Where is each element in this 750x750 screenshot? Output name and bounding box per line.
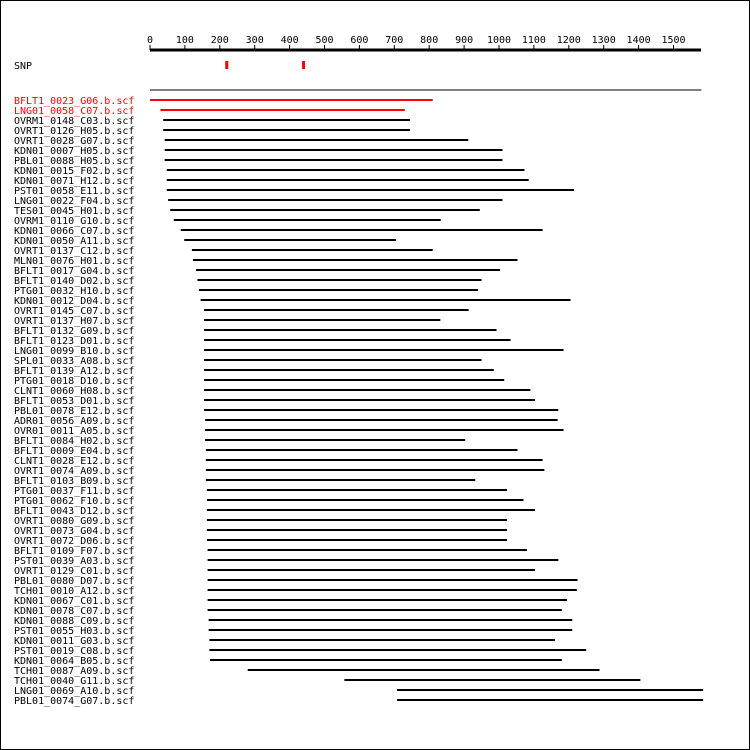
read-label: KDN01_0064_B05.b.scf xyxy=(14,656,135,667)
read-label: PTG01_0018_D10.b.scf xyxy=(14,376,135,387)
read-label: OVRT1_0072_D06.b.scf xyxy=(14,536,135,547)
read-label: BFLT1_0017_G04.b.scf xyxy=(14,266,135,277)
read-label: LNG01_0022_F04.b.scf xyxy=(14,196,135,207)
read-label: LNG01_0058_C07.b.scf xyxy=(14,106,135,117)
read-bar xyxy=(204,339,510,341)
read-bar xyxy=(208,609,562,611)
read-label: OVRT1_0129_C01.b.scf xyxy=(14,566,135,577)
read-label: BFLT1_0140_D02.b.scf xyxy=(14,276,135,287)
read-bar xyxy=(201,299,571,301)
read-label: BFLT1_0053_D01.b.scf xyxy=(14,396,135,407)
read-label: KDN01_0088_C09.b.scf xyxy=(14,616,135,627)
read-label: OVRT1_0126_H05.b.scf xyxy=(14,126,135,137)
read-bar xyxy=(397,689,703,691)
axis-tick-label: 1200 xyxy=(556,35,581,46)
axis-tick-label: 1000 xyxy=(486,35,512,46)
read-bar xyxy=(208,559,559,561)
read-label: TCH01_0040_G11.b.scf xyxy=(14,676,135,687)
read-label: KDN01_0015_F02.b.scf xyxy=(14,166,135,177)
read-bar xyxy=(205,439,465,441)
axis-tick-label: 800 xyxy=(420,35,439,46)
axis-tick-label: 1400 xyxy=(626,35,651,46)
read-label: BFLT1_0009_E04.b.scf xyxy=(14,446,135,457)
read-bar xyxy=(204,409,558,411)
read-bar xyxy=(204,349,563,351)
read-bar xyxy=(192,249,433,251)
read-label: KDN01_0011_G03.b.scf xyxy=(14,636,135,647)
read-bar xyxy=(165,159,503,161)
read-label: KDN01_0012_D04.b.scf xyxy=(14,296,135,307)
read-label: KDN01_0078_C07.b.scf xyxy=(14,606,135,617)
snp-track xyxy=(225,61,305,69)
read-label: PST01_0055_H03.b.scf xyxy=(14,626,135,637)
read-bar xyxy=(207,499,524,501)
read-bar xyxy=(197,279,481,281)
read-label: KDN01_0067_C01.b.scf xyxy=(14,596,135,607)
read-label: OVRT1_0074_A09.b.scf xyxy=(14,466,135,477)
axis-tick-label: 500 xyxy=(315,35,334,46)
read-bar xyxy=(209,619,573,621)
read-label: LNG01_0099_B10.b.scf xyxy=(14,346,135,357)
read-bar xyxy=(181,229,543,231)
read-bar xyxy=(207,509,535,511)
read-label: PBL01_0080_D07.b.scf xyxy=(14,576,135,587)
read-label: PST01_0039_A03.b.scf xyxy=(14,556,135,567)
read-label: PBL01_0088_H05.b.scf xyxy=(14,156,135,167)
read-label: ADR01_0056_A09.b.scf xyxy=(14,416,135,427)
axis-tick-label: 600 xyxy=(350,35,369,46)
read-bar xyxy=(163,119,410,121)
read-label: OVRT1_0028_G07.b.scf xyxy=(14,136,135,147)
read-label: OVR01_0011_A05.b.scf xyxy=(14,426,135,437)
read-bar xyxy=(207,529,507,531)
snp-marker xyxy=(225,61,228,69)
read-bar xyxy=(207,539,507,541)
read-bar xyxy=(248,669,600,671)
read-bar xyxy=(184,239,396,241)
read-label: PBL01_0078_E12.b.scf xyxy=(14,406,135,417)
read-label: LNG01_0069_A10.b.scf xyxy=(14,686,135,697)
read-label: PTG01_0037_F11.b.scf xyxy=(14,486,135,497)
read-label: CLNT1_0028_E12.b.scf xyxy=(14,456,135,467)
read-label: OVRT1_0137_C12.b.scf xyxy=(14,246,135,257)
read-label: OVRT1_0137_H07.b.scf xyxy=(14,316,135,327)
read-bar xyxy=(196,269,500,271)
axis-tick-label: 900 xyxy=(455,35,474,46)
read-bar xyxy=(208,589,577,591)
read-bar xyxy=(204,309,469,311)
read-label: OVRT1_0145_C07.b.scf xyxy=(14,306,135,317)
axis-tick-label: 0 xyxy=(146,35,154,46)
read-bar xyxy=(209,649,586,651)
read-bar xyxy=(165,149,503,151)
read-bar xyxy=(208,549,527,551)
read-label: MLN01_0076_H01.b.scf xyxy=(14,256,135,267)
read-label: BFLT1_0139_A12.b.scf xyxy=(14,366,135,377)
read-label: OVRM1_0148_C03.b.scf xyxy=(14,116,135,127)
read-bar xyxy=(208,599,567,601)
read-bar xyxy=(167,169,525,171)
read-label: BFLT1_0109_F07.b.scf xyxy=(14,546,135,557)
axis-tick-label: 300 xyxy=(245,35,264,46)
read-bar xyxy=(209,629,573,631)
read-bar xyxy=(204,389,530,391)
axis-tick-label: 400 xyxy=(280,35,299,46)
read-label: PTG01_0062_F10.b.scf xyxy=(14,496,135,507)
read-label: PTG01_0032_H10.b.scf xyxy=(14,286,135,297)
read-label: PST01_0058_E11.b.scf xyxy=(14,186,135,197)
read-bar xyxy=(205,419,557,421)
position-axis xyxy=(147,35,701,50)
read-bar xyxy=(167,189,574,191)
axis-tick-label: 700 xyxy=(385,35,404,46)
axis-tick-label: 100 xyxy=(175,35,194,46)
read-bar xyxy=(209,639,555,641)
read-label: TES01_0045_H01.b.scf xyxy=(14,206,135,217)
read-bar xyxy=(206,449,518,451)
read-bar xyxy=(206,479,475,481)
read-label: KDN01_0050_A11.b.scf xyxy=(14,236,135,247)
axis-tick-label: 1100 xyxy=(521,35,546,46)
read-bar xyxy=(199,289,478,291)
read-label: TCH01_0010_A12.b.scf xyxy=(14,586,135,597)
read-label: SPL01_0033_A08.b.scf xyxy=(14,356,135,367)
read-bar xyxy=(168,199,502,201)
read-bar xyxy=(204,399,535,401)
read-bar xyxy=(206,469,545,471)
read-bar xyxy=(397,699,703,701)
read-bar xyxy=(206,459,543,461)
read-bar xyxy=(205,429,563,431)
read-label: BFLT1_0023_G06.b.scf xyxy=(14,96,135,107)
axis-tick-label: 200 xyxy=(210,35,229,46)
read-bar xyxy=(204,369,494,371)
read-label: KDN01_0066_C07.b.scf xyxy=(14,226,135,237)
snp-track-label: SNP xyxy=(14,61,33,72)
read-label: OVRT1_0073_G04.b.scf xyxy=(14,526,135,537)
read-bar xyxy=(204,359,481,361)
read-label: BFLT1_0123_D01.b.scf xyxy=(14,336,135,347)
read-bar xyxy=(160,109,404,111)
read-bar xyxy=(344,679,640,681)
read-label: BFLT1_0084_H02.b.scf xyxy=(14,436,135,447)
read-bar xyxy=(208,569,535,571)
read-bar xyxy=(207,489,507,491)
read-bar xyxy=(163,129,410,131)
read-label: TCH01_0087_A09.b.scf xyxy=(14,666,135,677)
read-label: OVRT1_0080_G09.b.scf xyxy=(14,516,135,527)
read-label: BFLT1_0132_G09.b.scf xyxy=(14,326,135,337)
snp-marker xyxy=(302,61,305,69)
axis-tick-label: 1500 xyxy=(661,35,686,46)
read-bar xyxy=(204,319,440,321)
read-label: OVRM1_0110_G10.b.scf xyxy=(14,216,135,227)
reads-track xyxy=(14,96,703,707)
read-bar xyxy=(165,139,469,141)
read-bar xyxy=(167,179,529,181)
read-bar xyxy=(204,379,504,381)
axis-tick-label: 1300 xyxy=(591,35,616,46)
read-bar xyxy=(207,519,507,521)
read-label: PST01_0019_C08.b.scf xyxy=(14,646,135,657)
read-label: KDN01_0071_H12.b.scf xyxy=(14,176,135,187)
read-label: BFLT1_0043_D12.b.scf xyxy=(14,506,135,517)
read-label: PBL01_0074_G07.b.scf xyxy=(14,696,135,707)
read-label: CLNT1_0060_H08.b.scf xyxy=(14,386,135,397)
read-bar xyxy=(174,219,441,221)
read-bar xyxy=(193,259,518,261)
read-bar xyxy=(204,329,496,331)
read-bar xyxy=(210,659,562,661)
read-bar xyxy=(150,99,433,101)
read-bar xyxy=(208,579,578,581)
read-bar xyxy=(170,209,480,211)
read-label: KDN01_0007_H05.b.scf xyxy=(14,146,135,157)
read-label: BFLT1_0103_B09.b.scf xyxy=(14,476,135,487)
